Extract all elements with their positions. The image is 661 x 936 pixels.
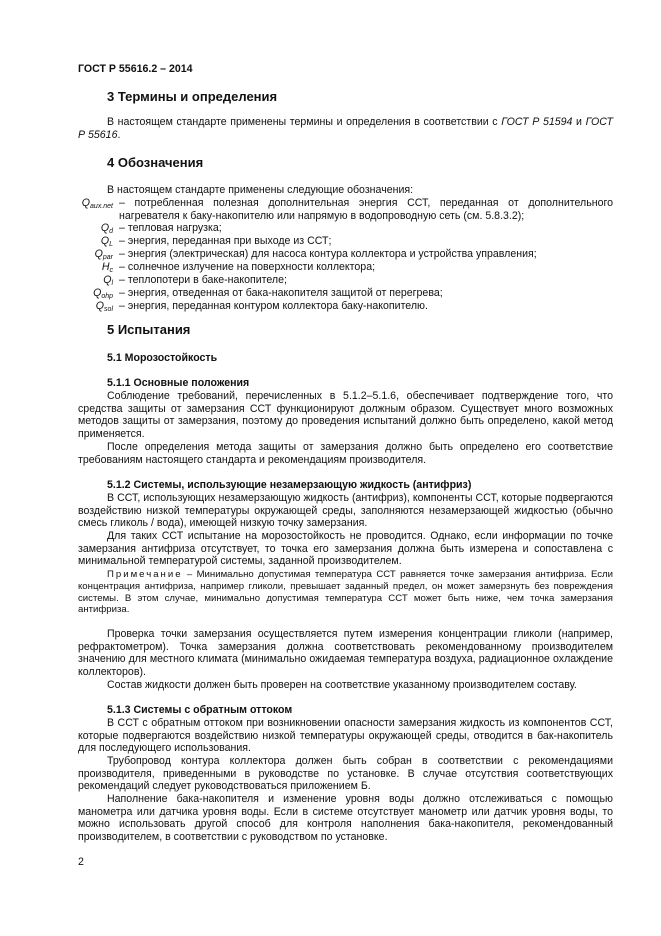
standard-reference: ГОСТ Р 51594 [501,116,573,128]
symbol-description: – энергия, отведенная от бака-накопителя защитой от перегрева; [119,287,443,299]
section-3-title: 3 Термины и определения [107,89,278,104]
subsection-5-1-1-title: 5.1.1 Основные положения [107,377,250,389]
subsection-5-1-2-title: 5.1.2 Системы, использующие незамерзающую жидкость (антифриз) [107,479,472,491]
subsection-5-1-3-title: 5.1.3 Системы с обратным оттоком [107,704,293,716]
symbol-description: – энергия (электрическая) для насоса контура коллектора и устройства управления; [119,248,537,260]
paragraph: Наполнение бака-накопителя и изменение уровня воды должно отслеживаться с помощью манометра или датчика уровня воды. Если в системе отсутствует манометр или датчик уровня воды, то можно использовать другой способ для контроля наполнения бака-накопителя, рекомендованный производителем, в соответствии с руководством по установке. [78,793,613,843]
symbol-description: – теплопотери в баке-накопителе; [119,274,287,286]
symbol-row [78,300,613,317]
symbol-description: – потребленная полезная дополнительная энергия ССТ, переданная от дополнительного нагревателя к баку-накопителю или напрямую в водопроводную сеть (см. 5.8.3.2); [119,197,613,222]
symbol: $Q_l$ [103,274,113,287]
paragraph: В ССТ с обратным оттоком при возникновении опасности замерзания жидкость из компонентов ССТ, которые подвергаются воздействию низкой температуры окружающей среды, отводится в бак-накопитель для последующего использования. [78,717,613,755]
section-5-title: 5 Испытания [107,322,191,337]
section-3-paragraph [78,116,613,141]
text-fragment: и [572,116,586,128]
document-header: ГОСТ Р 55616.2 – 2014 [78,63,193,75]
symbol-description: – энергия, переданная контуром коллектора баку-накопителю. [119,300,428,312]
symbol-description: – солнечное излучение на поверхности коллектора; [119,261,376,273]
text-fragment: . [117,128,121,141]
symbol: $Q_{sol}$ [95,300,113,313]
symbol: $Q_{aux.net}$ [81,197,113,210]
paragraph: Проверка точки замерзания осуществляется путем измерения концентрации гликоли (например, рефрактометром). Точка замерзания должна соответствовать рекомендованному производителем значению для местного климата (минимально ожидаемая температура воздуха, радиационное охлаждение коллекторов). [78,628,613,678]
paragraph: В ССТ, использующих незамерзающую жидкость (антифриз), компоненты ССТ, которые подвергаются воздействию низкой температуры окружающей среды, заполняются незамерзающей жидкостью (обычно смесь гликоль / вода), имеющей низкую точку замерзания. [78,492,613,530]
page-number: 2 [78,856,84,868]
note [78,569,613,616]
symbol: $H_c$ [101,261,113,274]
symbol: $Q_{par}$ [94,248,113,261]
symbol: $Q_d$ [100,222,113,235]
section-4-intro: В настоящем стандарте применены следующие обозначения: [107,184,414,196]
paragraph: После определения метода защиты от замерзания должно быть определено его соответствие требованиям настоящего стандарта и рекомендациям производителя. [78,441,613,466]
symbol-description: – тепловая нагрузка; [119,222,222,234]
symbol-description: – энергия, переданная при выходе из ССТ; [119,235,332,247]
section-4-title: 4 Обозначения [107,155,204,170]
subsection-5-1-title: 5.1 Морозостойкость [107,352,218,364]
paragraph: Для таких ССТ испытание на морозостойкость не проводится. Однако, если информации по точке замерзания антифриза отсутствует, то точка его замерзания должна быть измерена и сопоставлена с минимальной температурой системы, заданной производителем. [78,530,613,568]
symbol-row [78,197,613,222]
paragraph: Трубопровод контура коллектора должен быть собран в соответствии с рекомендациями производителя, приведенными в руководстве по установке. В случае отсутствия соответствующих рекомендаций следует руководствоваться приложением Б. [78,755,613,793]
text-fragment: В настоящем стандарте применены термины и определения в соответствии с [107,116,502,128]
note-label: Примечание [107,569,183,580]
symbol: $Q_{ohp}$ [93,287,113,300]
paragraph: Соблюдение требований, перечисленных в 5.1.2–5.1.6, обеспечивает подтверждение того, что средства защиты от замерзания ССТ функционируют должным образом. Существует много возможных методов защиты от замерзания, поэтому до проведения испытаний должно быть определено, какой метод применяется. [78,390,613,440]
symbol: $Q_L$ [100,235,113,248]
standard-reference: ГОСТ Р 55616 [78,116,613,141]
note-text: – Минимально допустимая температура ССТ равняется точке замерзания антифриза. Если концентрация антифриза, например гликоли, превышает заданный предел, он может замерзнуть без повреждения системы. В этом случае, минимально допустимая температура ССТ может быть ниже, чем точка замерзания антифриза. [78,569,613,616]
paragraph: Состав жидкости должен быть проверен на соответствие указанному производителем составу. [107,679,577,691]
